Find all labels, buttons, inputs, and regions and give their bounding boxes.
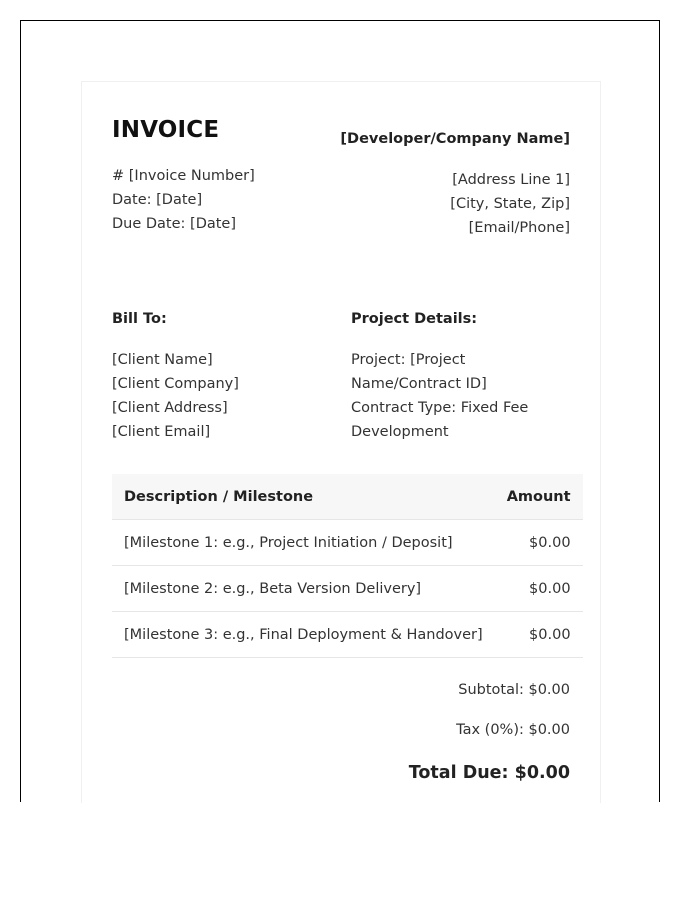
project-details-heading: Project Details: (351, 311, 478, 327)
bill-to-heading: Bill To: (112, 311, 167, 327)
client-name: [Client Name] (112, 352, 213, 368)
row-description: [Milestone 3: e.g., Final Deployment & Handover] (112, 612, 495, 658)
row-description: [Milestone 1: e.g., Project Initiation / Deposit] (112, 520, 495, 566)
description-header: Description / Milestone (112, 474, 495, 520)
row-amount: $0.00 (495, 566, 583, 612)
invoice-title: INVOICE (112, 117, 220, 143)
company-city-state-zip: [City, State, Zip] (450, 196, 570, 212)
bill-to-block (112, 348, 239, 444)
row-amount: $0.00 (495, 612, 583, 658)
company-contact: [Email/Phone] (468, 220, 570, 236)
client-company: [Client Company] (112, 376, 239, 392)
company-name: [Developer/Company Name] (340, 131, 570, 147)
invoice-due-date: Due Date: [Date] (112, 216, 237, 232)
client-email: [Client Email] (112, 424, 211, 440)
line-items-table (112, 474, 583, 658)
table-header-row (112, 474, 583, 520)
company-address (450, 168, 570, 240)
table-row (112, 612, 583, 658)
subtotal: Subtotal: $0.00 (458, 682, 570, 698)
total-due: Total Due: $0.00 (408, 763, 570, 783)
client-address: [Client Address] (112, 400, 228, 416)
tax: Tax (0%): $0.00 (456, 722, 570, 738)
project-details-block (351, 348, 551, 444)
row-amount: $0.00 (495, 520, 583, 566)
row-description: [Milestone 2: e.g., Beta Version Delivery] (112, 566, 495, 612)
table-row (112, 566, 583, 612)
invoice-date: Date: [Date] (112, 192, 203, 208)
invoice-number: # [Invoice Number] (112, 168, 255, 184)
company-address-line-1: [Address Line 1] (452, 172, 570, 188)
amount-header: Amount (495, 474, 583, 520)
project-name: Project: [Project Name/Contract ID] (351, 352, 487, 392)
table-row (112, 520, 583, 566)
contract-type: Contract Type: Fixed Fee Development (351, 400, 529, 440)
invoice-meta (112, 164, 255, 236)
